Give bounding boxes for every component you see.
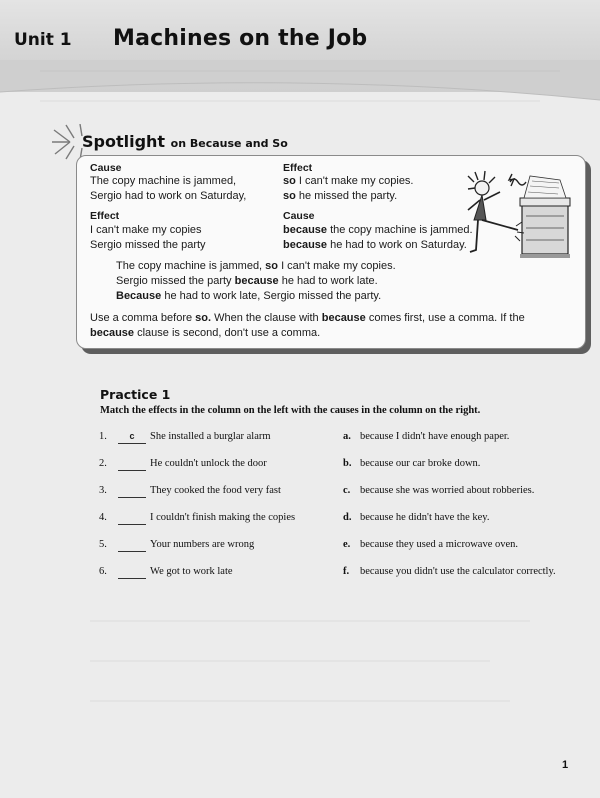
item-number: 5. [99, 539, 107, 550]
cause-heading-right: Cause [283, 210, 315, 222]
cause-text: because he didn't have the key. [360, 512, 490, 523]
effect-text: I couldn't finish making the copies [150, 512, 296, 523]
effect-heading-left: Effect [90, 210, 120, 222]
cause-text: because our car broke down. [360, 458, 481, 469]
effect-so-line-2: so he missed the party. [283, 190, 398, 202]
answer-blank[interactable]: c [118, 431, 146, 444]
bleed-through-line [90, 700, 510, 702]
effect-text: They cooked the food very fast [150, 485, 281, 496]
exercise-row [0, 458, 600, 474]
cause-text: because she was worried about robberies. [360, 485, 535, 496]
effect-text: Your numbers are wrong [150, 539, 255, 550]
practice-title: Practice 1 [100, 387, 171, 402]
cause-letter: b. [343, 458, 352, 469]
page-number: 1 [562, 759, 569, 771]
spotlight-title [82, 132, 288, 151]
cause-letter: d. [343, 512, 352, 523]
practice-instructions: Match the effects in the column on the left with the causes in the column on the right. [100, 405, 481, 416]
effect-text: We got to work late [150, 566, 233, 577]
answer-blank[interactable] [118, 512, 146, 525]
woman-kicking-copy-machine-illustration [460, 170, 578, 262]
item-number: 2. [99, 458, 107, 469]
cause-letter: f. [343, 566, 350, 577]
item-number: 6. [99, 566, 107, 577]
bleed-through-line [40, 70, 560, 72]
answer-blank[interactable] [118, 539, 146, 552]
effect-line-2: Sergio missed the party [90, 239, 206, 251]
example-sentence-1: The copy machine is jammed, so I can't make my copies. [116, 260, 396, 272]
bleed-through-line [90, 660, 490, 662]
exercise-row [0, 485, 600, 501]
effect-line-1: I can't make my copies [90, 224, 202, 236]
spotlight-title-main: Spotlight [82, 132, 166, 151]
answer-blank[interactable] [118, 458, 146, 471]
page-title: Machines on the Job [113, 26, 368, 51]
exercise-row [0, 566, 600, 582]
example-sentence-2: Sergio missed the party because he had to work late. [116, 275, 378, 287]
cause-line-2: Sergio had to work on Saturday, [90, 190, 247, 202]
cause-letter: e. [343, 539, 351, 550]
bleed-through-line [90, 620, 530, 622]
spotlight-title-rest: on Because and So [170, 137, 288, 150]
answer-blank[interactable] [118, 566, 146, 579]
cause-text: because I didn't have enough paper. [360, 431, 510, 442]
cause-because-line-2: because he had to work on Saturday. [283, 239, 467, 251]
cause-text: because you didn't use the calculator correctly. [360, 566, 556, 577]
cause-letter: a. [343, 431, 351, 442]
cause-heading-left: Cause [90, 162, 122, 174]
exercise-row [0, 431, 600, 447]
cause-text: because they used a microwave oven. [360, 539, 519, 550]
effect-so-line-1: so I can't make my copies. [283, 175, 414, 187]
cause-because-line-1: because the copy machine is jammed. [283, 224, 473, 236]
unit-label: Unit 1 [14, 30, 72, 50]
effect-heading-right: Effect [283, 162, 313, 174]
cause-line-1: The copy machine is jammed, [90, 175, 237, 187]
grammar-note-line-2: because clause is second, don't use a comma. [90, 327, 321, 339]
effect-text: He couldn't unlock the door [150, 458, 267, 469]
exercise-row [0, 512, 600, 528]
example-sentence-3: Because he had to work late, Sergio missed the party. [116, 290, 382, 302]
grammar-note-line-1: Use a comma before so. When the clause with because comes first, use a comma. If the [90, 312, 525, 324]
effect-text: She installed a burglar alarm [150, 431, 271, 442]
item-number: 3. [99, 485, 107, 496]
exercise-row [0, 539, 600, 555]
answer-blank[interactable] [118, 485, 146, 498]
item-number: 4. [99, 512, 107, 523]
bleed-through-line [40, 100, 540, 102]
cause-letter: c. [343, 485, 351, 496]
item-number: 1. [99, 431, 107, 442]
